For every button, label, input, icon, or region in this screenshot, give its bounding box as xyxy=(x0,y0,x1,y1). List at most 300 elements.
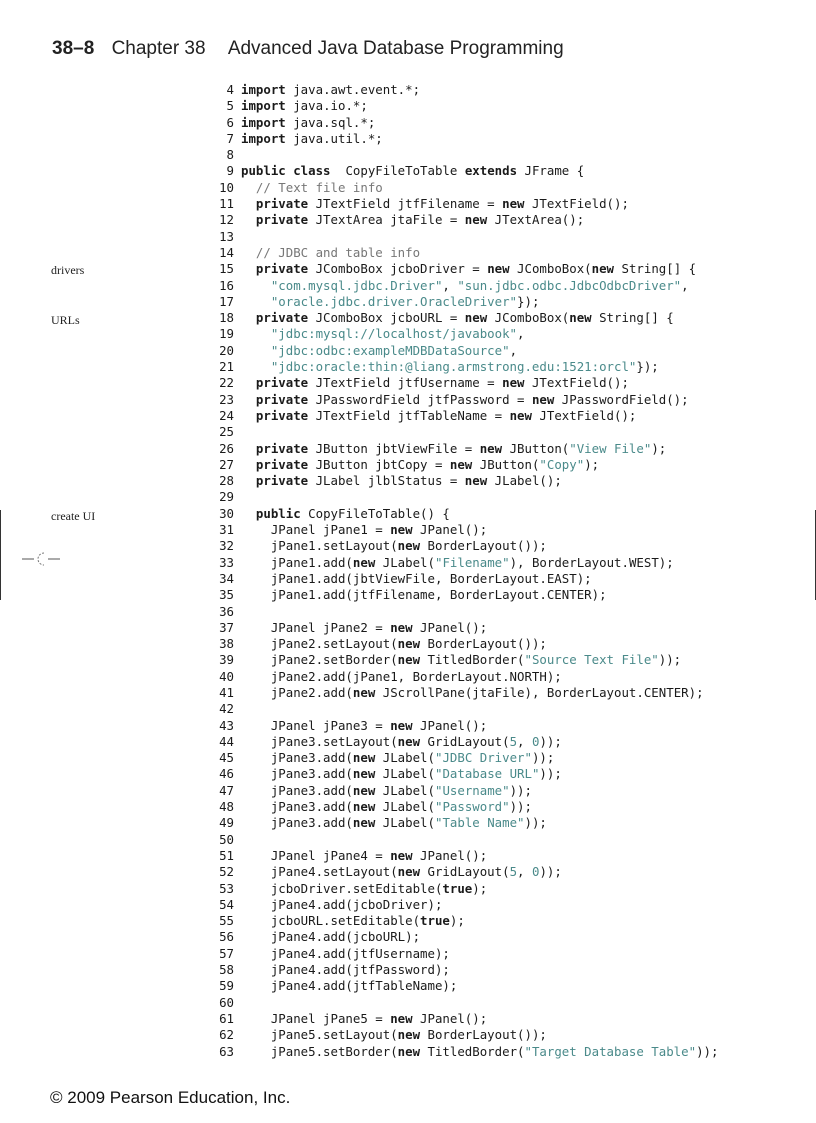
code-keyword: private xyxy=(241,440,309,456)
page-header xyxy=(52,38,564,60)
line-number: 27 xyxy=(219,456,234,472)
code-token: java.awt.event.*; xyxy=(285,82,421,97)
code-token: , xyxy=(442,277,458,293)
code-token: JPanel jPane1 = xyxy=(241,522,391,538)
code-line xyxy=(212,832,718,848)
code-token: JPanel jPane3 = xyxy=(241,717,391,733)
code-token: JLabel( xyxy=(375,766,435,782)
line-number: 25 xyxy=(219,424,234,440)
code-text xyxy=(241,375,629,391)
line-number: 47 xyxy=(219,782,234,798)
code-text xyxy=(241,1044,718,1060)
code-line xyxy=(212,555,718,571)
code-line xyxy=(212,799,718,815)
code-line xyxy=(212,620,718,636)
line-number: 54 xyxy=(219,896,234,912)
code-string: "Filename" xyxy=(434,554,510,570)
code-line xyxy=(212,962,718,978)
code-token: jPane4.add(jtfUsername); xyxy=(241,945,450,961)
code-text xyxy=(241,408,636,424)
code-token: jPane1.add(jbtViewFile, BorderLayout.EAST); xyxy=(241,570,592,586)
code-token: CopyFileToTable xyxy=(330,163,465,179)
crop-mark-left xyxy=(0,510,1,600)
code-token: GridLayout( xyxy=(420,864,510,880)
code-token: jPane4.add(jcboDriver); xyxy=(241,896,443,912)
code-token: JLabel jlblStatus = xyxy=(308,473,465,489)
code-token: jPane1.setLayout( xyxy=(241,538,398,554)
code-token: )); xyxy=(539,766,562,782)
code-line xyxy=(212,392,718,408)
line-number: 30 xyxy=(219,505,234,521)
code-line xyxy=(212,163,718,179)
code-token: JComboBox( xyxy=(509,261,592,277)
code-text xyxy=(241,245,420,261)
code-text xyxy=(241,783,532,799)
code-string: "jdbc:mysql://localhost/javabook" xyxy=(270,326,518,342)
code-text xyxy=(241,1011,487,1027)
code-token: JTextArea(); xyxy=(487,212,585,228)
code-line xyxy=(212,98,718,114)
code-token: JPanel(); xyxy=(412,1010,488,1026)
line-number: 49 xyxy=(219,815,234,831)
code-string: "Password" xyxy=(434,799,510,815)
line-number: 32 xyxy=(219,538,234,554)
code-keyword: true xyxy=(420,913,450,929)
line-number: 44 xyxy=(219,733,234,749)
code-token: JPanel(); xyxy=(412,847,488,863)
code-keyword: new xyxy=(449,456,473,472)
code-line xyxy=(212,473,718,489)
code-text xyxy=(241,750,554,766)
code-token: JTextArea jtaFile = xyxy=(308,212,465,228)
code-text xyxy=(241,815,547,831)
code-keyword: new xyxy=(464,473,488,489)
line-number: 43 xyxy=(219,717,234,733)
code-text xyxy=(241,82,420,98)
code-token: JTextField(); xyxy=(524,196,629,212)
code-token: String[] { xyxy=(614,261,697,277)
code-token: jcboURL.setEditable( xyxy=(241,913,421,929)
code-token: JPanel jPane2 = xyxy=(241,619,391,635)
code-line xyxy=(212,131,718,147)
code-token: )); xyxy=(509,782,532,798)
code-keyword: new xyxy=(352,766,376,782)
code-line xyxy=(212,604,718,620)
code-text xyxy=(241,294,539,310)
code-text xyxy=(241,718,487,734)
code-token: ); xyxy=(449,913,465,929)
code-token xyxy=(241,278,271,293)
code-token: ); xyxy=(584,456,600,472)
code-text xyxy=(241,620,487,636)
code-text xyxy=(241,1027,547,1043)
code-token: BorderLayout()); xyxy=(420,636,547,652)
code-keyword: import xyxy=(241,98,286,114)
code-text xyxy=(241,359,659,375)
code-line xyxy=(212,587,718,603)
code-token: jPane3.add( xyxy=(241,815,353,831)
code-token: jPane5.setLayout( xyxy=(241,1027,398,1043)
code-keyword: new xyxy=(397,652,421,668)
code-keyword: public xyxy=(241,505,301,521)
code-keyword: new xyxy=(502,196,525,212)
code-text xyxy=(241,734,562,750)
code-line xyxy=(212,408,718,424)
line-number: 16 xyxy=(219,277,234,293)
code-text xyxy=(241,261,696,277)
code-text xyxy=(241,392,689,408)
line-number: 50 xyxy=(219,831,234,847)
code-line xyxy=(212,1044,718,1060)
code-text xyxy=(241,98,368,114)
code-text xyxy=(241,278,689,294)
code-text xyxy=(241,848,487,864)
code-token: , xyxy=(681,277,689,293)
line-number: 40 xyxy=(219,668,234,684)
code-keyword: new xyxy=(390,619,413,635)
code-line xyxy=(212,978,718,994)
code-token: }); xyxy=(636,359,659,375)
code-string: "JDBC Driver" xyxy=(434,750,532,766)
code-keyword: new xyxy=(397,1043,421,1059)
line-number: 20 xyxy=(219,342,234,358)
code-token: jPane4.setLayout( xyxy=(241,864,398,880)
code-keyword: new xyxy=(390,522,413,538)
code-keyword: new xyxy=(531,391,555,407)
margin-note-create-ui: create UI xyxy=(51,509,96,523)
code-text xyxy=(241,946,450,962)
copyright-footer: © 2009 Pearson Education, Inc. xyxy=(50,1088,291,1107)
line-number: 5 xyxy=(226,98,234,114)
code-token: jPane2.add(jPane1, BorderLayout.NORTH); xyxy=(241,668,562,684)
line-number: 51 xyxy=(219,847,234,863)
code-line xyxy=(212,538,718,554)
code-keyword: private xyxy=(241,407,309,423)
code-line xyxy=(212,1027,718,1043)
code-keyword: new xyxy=(397,1027,421,1043)
registration-mark-icon xyxy=(22,551,62,567)
code-line xyxy=(212,375,718,391)
code-token: CopyFileToTable() { xyxy=(300,505,450,521)
code-line xyxy=(212,326,718,342)
line-number: 29 xyxy=(219,489,234,505)
code-line xyxy=(212,82,718,98)
code-line xyxy=(212,864,718,880)
code-token: JTextField(); xyxy=(531,407,637,423)
code-keyword: import xyxy=(241,82,286,97)
code-line xyxy=(212,310,718,326)
code-text xyxy=(241,652,681,668)
code-keyword: new xyxy=(390,717,413,733)
code-token: jPane4.add(jtfTableName); xyxy=(241,978,458,994)
code-text xyxy=(241,978,457,994)
code-string: "View File" xyxy=(569,440,652,456)
code-token: JPanel(); xyxy=(412,619,488,635)
code-token xyxy=(241,294,271,309)
code-keyword: extends xyxy=(464,163,518,179)
code-token: JPasswordField(); xyxy=(554,391,689,407)
code-text xyxy=(241,457,599,473)
code-text xyxy=(241,766,562,782)
code-line xyxy=(212,701,718,717)
code-token: }); xyxy=(517,293,540,309)
line-number: 48 xyxy=(219,799,234,815)
code-keyword: public class xyxy=(241,163,331,179)
code-token: TitledBorder( xyxy=(420,652,525,668)
code-token: , xyxy=(517,733,532,749)
code-line xyxy=(212,441,718,457)
code-string: 0 xyxy=(531,864,540,880)
code-token: ); xyxy=(651,440,667,456)
code-line xyxy=(212,457,718,473)
code-text xyxy=(241,636,547,652)
code-keyword: new xyxy=(390,1010,413,1026)
code-line xyxy=(212,636,718,652)
code-token: )); xyxy=(658,652,682,668)
code-keyword: private xyxy=(241,456,309,472)
code-token: JTextField(); xyxy=(524,375,629,391)
code-token: jcboDriver.setEditable( xyxy=(241,880,443,896)
code-token: JLabel(); xyxy=(487,473,562,489)
code-token: JButton jbtCopy = xyxy=(308,456,450,472)
line-number: 26 xyxy=(219,440,234,456)
code-keyword: new xyxy=(479,440,503,456)
code-string: "com.mysql.jdbc.Driver" xyxy=(270,277,443,293)
code-line xyxy=(212,343,718,359)
code-text xyxy=(241,343,517,359)
code-line xyxy=(212,734,718,750)
code-token: JButton jbtViewFile = xyxy=(308,440,480,456)
line-number: 8 xyxy=(226,147,234,163)
line-number: 45 xyxy=(219,750,234,766)
chapter-label: Chapter 38 xyxy=(111,38,206,59)
code-token: jPane3.setLayout( xyxy=(241,733,398,749)
code-token: jPane3.add( xyxy=(241,750,353,766)
code-keyword: private xyxy=(241,212,309,228)
code-token: )); xyxy=(509,799,532,815)
line-number: 6 xyxy=(226,114,234,130)
code-keyword: true xyxy=(442,880,473,896)
line-number: 56 xyxy=(219,929,234,945)
line-number: 37 xyxy=(219,619,234,635)
code-keyword: new xyxy=(569,310,592,326)
code-token: String[] { xyxy=(591,310,674,326)
code-string: "Username" xyxy=(434,782,510,798)
code-token: java.util.*; xyxy=(285,130,383,146)
code-line xyxy=(212,995,718,1011)
code-keyword: new xyxy=(352,815,376,831)
code-text xyxy=(241,163,584,179)
code-token: )); xyxy=(539,864,562,880)
line-number: 13 xyxy=(219,228,234,244)
code-text xyxy=(241,212,584,228)
code-token: )); xyxy=(524,815,547,831)
line-number: 28 xyxy=(219,473,234,489)
code-line xyxy=(212,669,718,685)
code-comment: // JDBC and table info xyxy=(241,244,421,260)
code-keyword: new xyxy=(464,212,488,228)
code-token: JScrollPane(jtaFile), BorderLayout.CENTER); xyxy=(375,684,704,700)
line-number: 14 xyxy=(219,244,234,260)
code-keyword: private xyxy=(241,473,309,489)
line-number: 55 xyxy=(219,913,234,929)
code-keyword: import xyxy=(241,130,286,146)
line-number: 58 xyxy=(219,962,234,978)
code-text xyxy=(241,587,607,603)
code-keyword: new xyxy=(352,750,376,766)
code-token: JLabel( xyxy=(375,815,435,831)
code-token: jPane2.setLayout( xyxy=(241,636,398,652)
code-token: jPane1.add(jtfFilename, BorderLayout.CENTER); xyxy=(241,587,607,603)
code-token: GridLayout( xyxy=(420,733,510,749)
code-text xyxy=(241,131,383,147)
line-number: 59 xyxy=(219,978,234,994)
code-token: java.sql.*; xyxy=(285,114,376,130)
code-token: BorderLayout()); xyxy=(420,538,547,554)
line-number: 15 xyxy=(219,261,234,277)
code-token: JComboBox( xyxy=(487,310,570,326)
code-keyword: new xyxy=(397,538,421,554)
code-token xyxy=(241,326,271,341)
code-line xyxy=(212,115,718,131)
code-keyword: new xyxy=(397,636,421,652)
code-text xyxy=(241,522,487,538)
code-string: "Target Database Table" xyxy=(524,1043,697,1059)
code-line xyxy=(212,229,718,245)
code-token: JTextField jtfUsername = xyxy=(308,375,503,391)
code-token: JLabel( xyxy=(375,782,435,798)
line-number: 36 xyxy=(219,603,234,619)
code-keyword: new xyxy=(509,407,532,423)
code-text xyxy=(241,799,532,815)
code-token: java.io.*; xyxy=(285,98,368,114)
code-line xyxy=(212,881,718,897)
code-token: ); xyxy=(472,880,488,896)
code-text xyxy=(241,897,442,913)
code-text xyxy=(241,913,465,929)
line-number: 63 xyxy=(219,1043,234,1059)
line-number: 53 xyxy=(219,880,234,896)
code-text xyxy=(241,473,562,489)
code-line xyxy=(212,359,718,375)
code-line xyxy=(212,424,718,440)
line-number: 38 xyxy=(219,636,234,652)
line-number: 17 xyxy=(219,293,234,309)
code-keyword: new xyxy=(390,847,413,863)
code-token: JComboBox jcboDriver = xyxy=(308,261,488,277)
code-line xyxy=(212,180,718,196)
code-text xyxy=(241,962,450,978)
line-number: 22 xyxy=(219,375,234,391)
line-number: 24 xyxy=(219,407,234,423)
code-text xyxy=(241,310,674,326)
line-number: 41 xyxy=(219,684,234,700)
code-keyword: new xyxy=(464,310,488,326)
code-keyword: import xyxy=(241,114,286,130)
line-number: 57 xyxy=(219,945,234,961)
code-keyword: new xyxy=(352,684,376,700)
code-text xyxy=(241,441,666,457)
code-text xyxy=(241,196,629,212)
line-number: 31 xyxy=(219,522,234,538)
code-line xyxy=(212,294,718,310)
line-number: 11 xyxy=(219,196,234,212)
code-line xyxy=(212,652,718,668)
code-string: 0 xyxy=(531,733,540,749)
code-line xyxy=(212,261,718,277)
line-number: 10 xyxy=(219,179,234,195)
code-listing xyxy=(212,82,718,1060)
code-token: jPane5.setBorder( xyxy=(241,1043,398,1059)
code-text xyxy=(241,506,450,522)
code-token: jPane4.add(jtfPassword); xyxy=(241,962,450,978)
code-keyword: new xyxy=(502,375,525,391)
code-text xyxy=(241,669,562,685)
code-line xyxy=(212,245,718,261)
code-token: )); xyxy=(531,750,555,766)
line-number: 33 xyxy=(219,554,234,570)
code-line xyxy=(212,147,718,163)
code-token: )); xyxy=(539,733,562,749)
code-token: JPasswordField jtfPassword = xyxy=(308,391,532,407)
code-keyword: new xyxy=(352,782,376,798)
code-token: JButton( xyxy=(502,440,570,456)
line-number: 61 xyxy=(219,1010,234,1026)
code-token: ), BorderLayout.WEST); xyxy=(509,554,674,570)
code-token: JLabel( xyxy=(375,799,435,815)
code-text xyxy=(241,864,562,880)
code-keyword: new xyxy=(487,261,510,277)
code-text xyxy=(241,929,420,945)
code-token: JFrame { xyxy=(517,163,585,179)
line-number: 42 xyxy=(219,701,234,717)
code-line xyxy=(212,946,718,962)
code-line xyxy=(212,685,718,701)
code-keyword: private xyxy=(241,196,309,212)
code-keyword: private xyxy=(241,375,309,391)
code-keyword: private xyxy=(241,310,309,326)
line-number: 39 xyxy=(219,652,234,668)
margin-note-urls: URLs xyxy=(51,313,80,327)
code-token: , xyxy=(517,864,532,880)
code-line xyxy=(212,196,718,212)
code-token: JTextField jtfFilename = xyxy=(308,196,503,212)
code-line xyxy=(212,766,718,782)
code-token: JPanel(); xyxy=(412,717,488,733)
code-comment: // Text file info xyxy=(241,179,383,195)
line-number: 9 xyxy=(226,163,234,179)
code-token: jPane1.add( xyxy=(241,554,353,570)
code-token xyxy=(241,359,271,374)
code-text xyxy=(241,555,674,571)
margin-note-drivers: drivers xyxy=(51,263,85,277)
code-string: "Source Text File" xyxy=(524,652,659,668)
code-string: "Copy" xyxy=(539,456,585,472)
code-token: jPane3.add( xyxy=(241,766,353,782)
code-keyword: private xyxy=(241,391,309,407)
code-line xyxy=(212,489,718,505)
code-text xyxy=(241,180,383,196)
code-string: "jdbc:odbc:exampleMDBDataSource" xyxy=(270,342,510,358)
code-keyword: new xyxy=(352,554,376,570)
code-token: JPanel jPane4 = xyxy=(241,847,391,863)
code-line xyxy=(212,278,718,294)
code-string: "sun.jdbc.odbc.JdbcOdbcDriver" xyxy=(457,277,682,293)
line-number: 19 xyxy=(219,326,234,342)
code-line xyxy=(212,848,718,864)
line-number: 60 xyxy=(219,994,234,1010)
code-line xyxy=(212,571,718,587)
